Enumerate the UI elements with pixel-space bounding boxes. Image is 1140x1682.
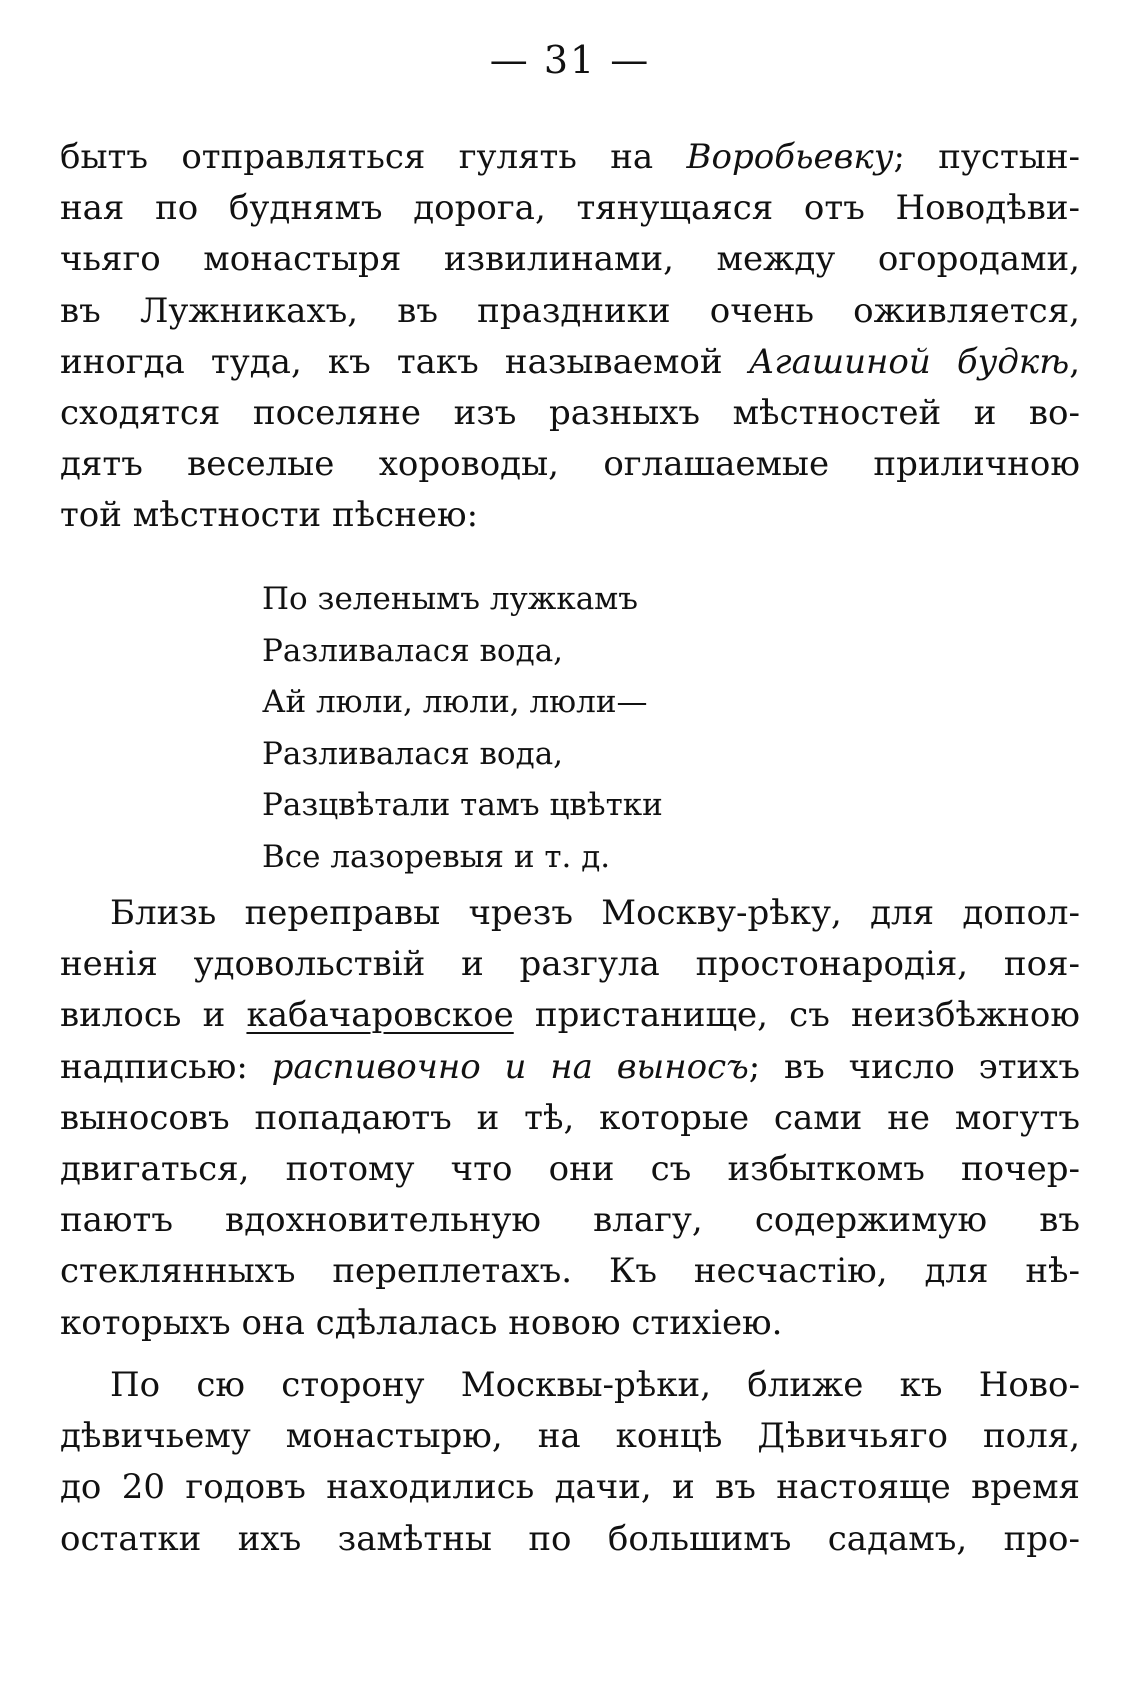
- text-run: иногда туда, къ такъ называемой: [60, 341, 749, 382]
- paragraph-line: дятъ веселые хороводы, оглашаемые приличною: [60, 444, 1080, 485]
- paragraph-line: [60, 337, 1080, 388]
- page-number: — 31 —: [489, 38, 651, 82]
- paragraph-line: паютъ вдохновительную влагу, содержимую въ: [60, 1200, 1080, 1241]
- song-verse: [262, 574, 663, 884]
- paragraph-line: дѣвичьему монастырю, на концѣ Дѣвичьяго поля,: [60, 1416, 1080, 1457]
- text-run: вилось и: [60, 995, 247, 1036]
- text-run: бытъ отправляться гулять на: [60, 137, 687, 177]
- italic-place-name: Агашиной будкѣ: [748, 341, 1070, 382]
- paragraph-line: той мѣстности пѣснею:: [60, 495, 479, 536]
- paragraph-line: ная по буднямъ дорога, тянущаяся отъ Новодѣви-: [60, 188, 1080, 229]
- verse-line: Все лазоревыя и т. д.: [262, 838, 611, 875]
- italic-inscription: распивочно и на выносъ: [271, 1046, 749, 1087]
- verse-line: Разливалася вода,: [262, 735, 564, 772]
- paragraph-1: [60, 132, 1080, 542]
- text-run: ; въ число этихъ: [748, 1046, 1080, 1087]
- paragraph-line: остатки ихъ замѣтны по большимъ садамъ, про-: [60, 1518, 1080, 1559]
- verse-line: Разцвѣтали тамъ цвѣтки: [262, 787, 663, 824]
- text-run: ; пустын-: [893, 137, 1080, 177]
- paragraph-line: въ Лужникахъ, въ праздники очень оживляется,: [60, 290, 1080, 331]
- italic-place-name: Воробьевку: [686, 137, 894, 177]
- paragraph-line: выносовъ попадаютъ и тѣ, которые сами не могутъ: [60, 1097, 1080, 1138]
- verse-line: Ай люли, люли, люли—: [262, 684, 648, 721]
- paragraph-line: которыхъ она сдѣлалась новою стихіею.: [60, 1302, 783, 1343]
- text-run: ,: [1069, 341, 1081, 382]
- text-run: пристанище, съ неизбѣжною: [513, 995, 1080, 1036]
- paragraph-line: [60, 990, 1080, 1041]
- paragraph-line: чьяго монастыря извилинами, между огородами,: [60, 239, 1080, 280]
- paragraph-line: сходятся поселяне изъ разныхъ мѣстностей и во-: [60, 392, 1080, 433]
- paragraph-line: ненія удовольствій и разгула простонародія, поя-: [60, 944, 1080, 985]
- paragraph-line: двигаться, потому что они съ избыткомъ почер-: [60, 1148, 1080, 1189]
- paragraph-line: до 20 годовъ находились дачи, и въ настояще время: [60, 1467, 1080, 1508]
- paragraph-3: [60, 1360, 1080, 1565]
- underlined-word: кабачаровское: [246, 995, 514, 1036]
- paragraph-line: По сю сторону Москвы-рѣки, ближе къ Ново-: [110, 1365, 1080, 1405]
- paragraph-line: стеклянныхъ переплетахъ. Къ несчастію, для нѣ-: [60, 1251, 1080, 1292]
- paragraph-2: [60, 888, 1080, 1349]
- verse-line: Разливалася вода,: [262, 632, 564, 669]
- paragraph-line: [60, 1042, 1080, 1093]
- verse-line: По зеленымъ лужкамъ: [262, 581, 639, 617]
- text-run: надписью:: [60, 1046, 272, 1087]
- paragraph-line: Близь переправы чрезъ Москву-рѣку, для допол-: [110, 893, 1080, 933]
- paragraph-line: [60, 132, 1080, 183]
